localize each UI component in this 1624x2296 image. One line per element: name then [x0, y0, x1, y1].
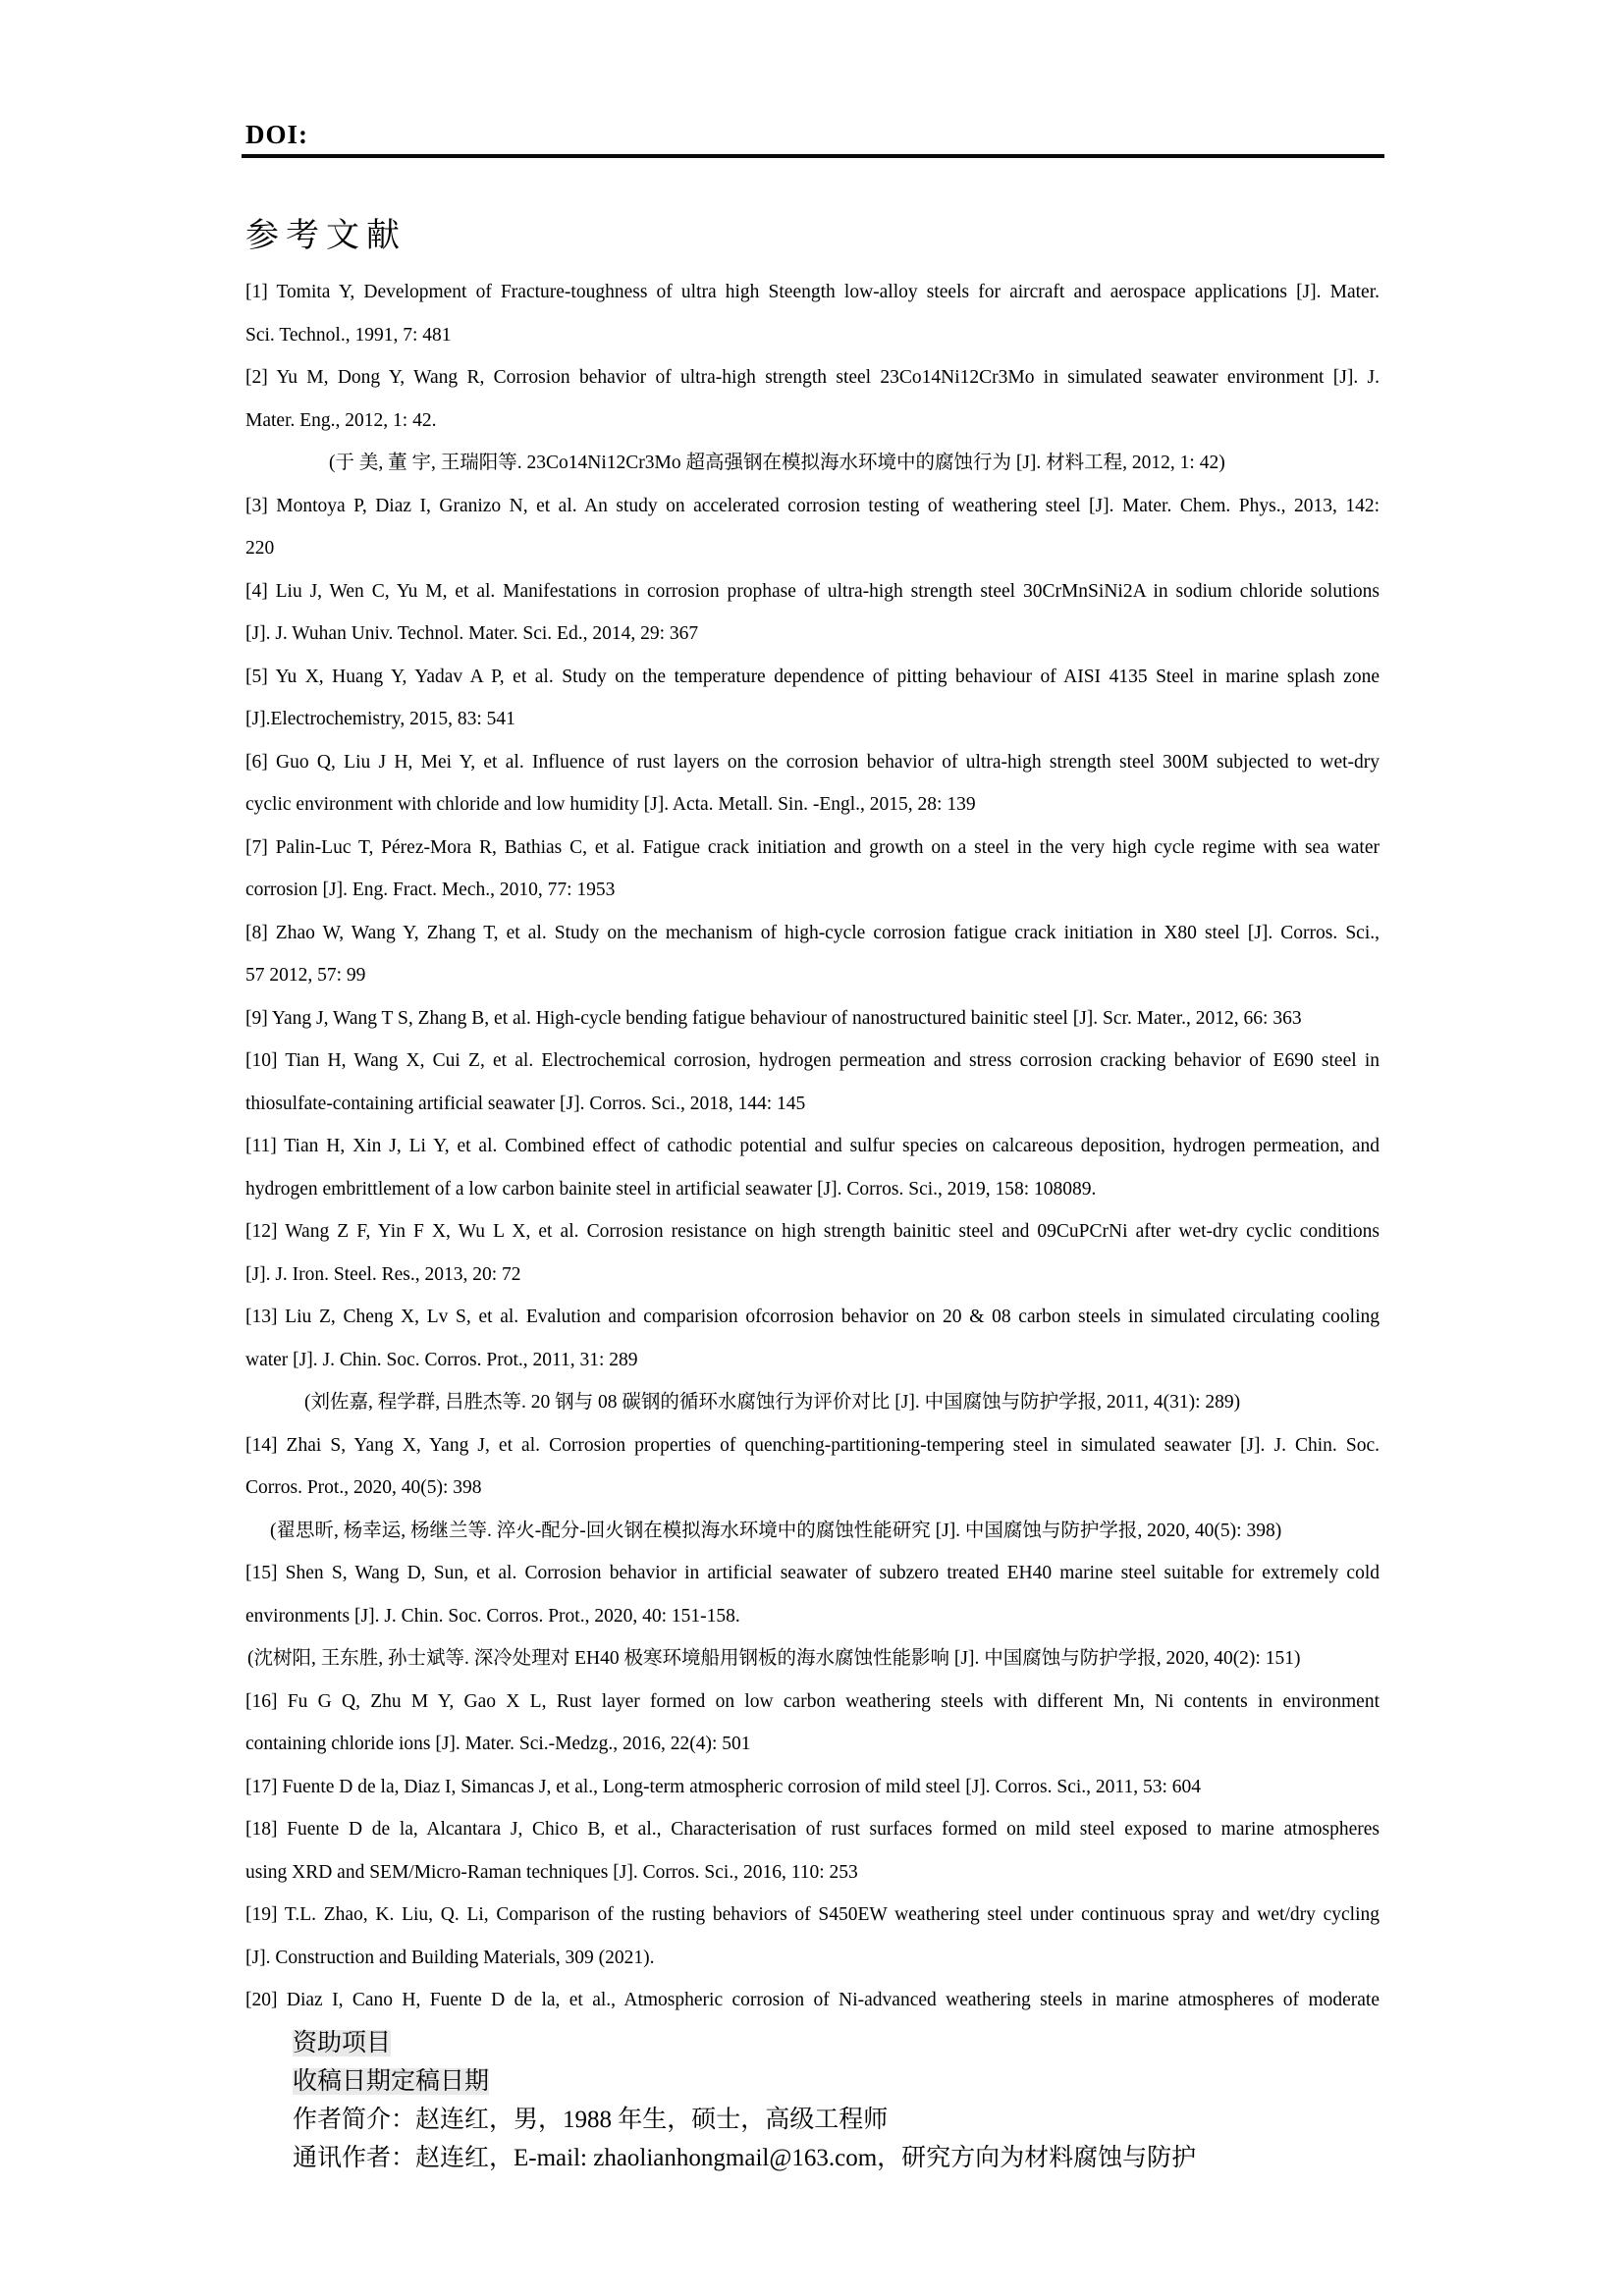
reference-line: corrosion [J]. Eng. Fract. Mech., 2010, 77: 1953	[245, 880, 616, 900]
reference-line: [19] T.L. Zhao, K. Liu, Q. Li, Comparison of the rusting behaviors of S450EW weathering steel under continuous spray and wet/dry cycling	[245, 1904, 1380, 1925]
reference-line: 220	[245, 538, 275, 559]
reference-line: [J]. J. Wuhan Univ. Technol. Mater. Sci. Ed., 2014, 29: 367	[245, 623, 699, 644]
author-notes-block	[293, 2024, 1432, 2177]
reference-line: 57 2012, 57: 99	[245, 965, 366, 986]
reference-line: Corros. Prot., 2020, 40(5): 398	[245, 1477, 482, 1498]
reference-line: [13] Liu Z, Cheng X, Lv S, et al. Evalution and comparision ofcorrosion behavior on 20 & 08 carbon steels in simulated circulating cooling	[245, 1307, 1380, 1327]
reference-line: [7] Palin-Luc T, Pérez-Mora R, Bathias C, et al. Fatigue crack initiation and growth on a steel in the very high cycle regime with sea water	[245, 836, 1380, 858]
reference-line: (翟思昕, 杨幸运, 杨继兰等. 淬火-配分-回火钢在模拟海水环境中的腐蚀性能研究 [J]. 中国腐蚀与防护学报, 2020, 40(5): 398)	[270, 1520, 1282, 1541]
reference-line: containing chloride ions [J]. Mater. Sci.-Medzg., 2016, 22(4): 501	[245, 1734, 751, 1754]
references-heading: 参考文献	[245, 218, 406, 254]
reference-line: environments [J]. J. Chin. Soc. Corros. Prot., 2020, 40: 151-158.	[245, 1605, 740, 1627]
reference-line: hydrogen embrittlement of a low carbon bainite steel in artificial seawater [J]. Corros. Sci., 2019, 158: 108089.	[245, 1178, 1097, 1200]
reference-line: [5] Yu X, Huang Y, Yadav A P, et al. Study on the temperature dependence of pitting behaviour of AISI 4135 Steel in marine splash zone	[245, 666, 1380, 687]
reference-line: [8] Zhao W, Wang Y, Zhang T, et al. Study on the mechanism of high-cycle corrosion fatigue crack initiation in X80 steel [J]. Corros. Sci.,	[245, 922, 1380, 943]
reference-line: [6] Guo Q, Liu J H, Mei Y, et al. Influence of rust layers on the corrosion behavior of ultra-high strength steel 300M subjected to wet-dry	[245, 751, 1380, 773]
header-rule	[242, 154, 1384, 158]
reference-line: [11] Tian H, Xin J, Li Y, et al. Combined effect of cathodic potential and sulfur species on calcareous deposition, hydrogen permeation, and	[245, 1136, 1380, 1156]
reference-line: [1] Tomita Y, Development of Fracture-toughness of ultra high Steength low-alloy steels for aircraft and aerospace applications [J]. Mater.	[245, 282, 1380, 302]
reference-line: using XRD and SEM/Micro-Raman techniques [J]. Corros. Sci., 2016, 110: 253	[245, 1861, 858, 1883]
reference-line: [4] Liu J, Wen C, Yu M, et al. Manifestations in corrosion prophase of ultra-high strength steel 30CrMnSiNi2A in sodium chloride solutions	[245, 580, 1380, 602]
author-note-line	[293, 2101, 1432, 2139]
reference-line: (沈树阳, 王东胜, 孙士斌等. 深冷处理对 EH40 极寒环境船用钢板的海水腐蚀性能影响 [J]. 中国腐蚀与防护学报, 2020, 40(2): 151)	[247, 1648, 1301, 1669]
reference-line: water [J]. J. Chin. Soc. Corros. Prot., 2011, 31: 289	[245, 1349, 638, 1370]
doi-label: DOI:	[245, 120, 308, 149]
author-note-text: 作者简介：赵连红，男，1988 年生，硕士，高级工程师	[293, 2107, 889, 2133]
author-note-line	[293, 2062, 1432, 2101]
reference-line: [10] Tian H, Wang X, Cui Z, et al. Electrochemical corrosion, hydrogen permeation and stress corrosion cracking behavior of E690 steel in	[245, 1050, 1380, 1071]
reference-line: [17] Fuente D de la, Diaz I, Simancas J, et al., Long-term atmospheric corrosion of mild steel [J]. Corros. Sci., 2011, 53: 604	[245, 1776, 1201, 1797]
reference-line: [J]. Construction and Building Materials, 309 (2021).	[245, 1947, 655, 1968]
reference-line: Mater. Eng., 2012, 1: 42.	[245, 409, 437, 431]
reference-line: thiosulfate-containing artificial seawater [J]. Corros. Sci., 2018, 144: 145	[245, 1093, 806, 1114]
reference-line: [9] Yang J, Wang T S, Zhang B, et al. High-cycle bending fatigue behaviour of nanostructured bainitic steel [J]. Scr. Mater., 2012, 66: 363	[245, 1007, 1302, 1029]
reference-line: [3] Montoya P, Diaz I, Granizo N, et al. An study on accelerated corrosion testing of weathering steel [J]. Mater. Chem. Phys., 2013, 142:	[245, 495, 1380, 516]
reference-line: (刘佐嘉, 程学群, 吕胜杰等. 20 钢与 08 碳钢的循环水腐蚀行为评价对比 [J]. 中国腐蚀与防护学报, 2011, 4(31): 289)	[304, 1392, 1241, 1413]
reference-line: [20] Diaz I, Cano H, Fuente D de la, et al., Atmospheric corrosion of Ni-advanced weathering steels in marine atmospheres of moderate	[245, 1990, 1380, 2010]
reference-line: [14] Zhai S, Yang X, Yang J, et al. Corrosion properties of quenching-partitioning-tempering steel in simulated seawater [J]. J. Chin. Soc.	[245, 1434, 1380, 1456]
author-note-line	[293, 2139, 1432, 2177]
reference-line: [2] Yu M, Dong Y, Wang R, Corrosion behavior of ultra-high strength steel 23Co14Ni12Cr3Mo in simulated seawater environment [J]. J.	[245, 367, 1380, 388]
author-note-text: 通讯作者：赵连红，E-mail: zhaolianhongmail@163.com，研究方向为材料腐蚀与防护	[293, 2145, 1197, 2171]
reference-line: [15] Shen S, Wang D, Sun, et al. Corrosion behavior in artificial seawater of subzero treated EH40 marine steel suitable for extremely cold	[245, 1563, 1380, 1583]
reference-line: [12] Wang Z F, Yin F X, Wu L X, et al. Corrosion resistance on high strength bainitic steel and 09CuPCrNi after wet-dry cyclic conditions	[245, 1221, 1380, 1242]
reference-line: [J]. J. Iron. Steel. Res., 2013, 20: 72	[245, 1263, 521, 1285]
author-note-line	[293, 2024, 1432, 2062]
reference-line: Sci. Technol., 1991, 7: 481	[245, 324, 452, 346]
author-note-text: 收稿日期定稿日期	[293, 2068, 490, 2095]
reference-line: [16] Fu G Q, Zhu M Y, Gao X L, Rust layer formed on low carbon weathering steels with different Mn, Ni contents in environment	[245, 1690, 1380, 1712]
author-note-text: 资助项目	[293, 2030, 392, 2056]
reference-line: (于 美, 董 宇, 王瑞阳等. 23Co14Ni12Cr3Mo 超高强钢在模拟海水环境中的腐蚀行为 [J]. 材料工程, 2012, 1: 42)	[329, 453, 1225, 473]
reference-line: [J].Electrochemistry, 2015, 83: 541	[245, 709, 515, 729]
reference-line: [18] Fuente D de la, Alcantara J, Chico B, et al., Characterisation of rust surfaces formed on mild steel exposed to marine atmospheres	[245, 1819, 1380, 1840]
reference-line: cyclic environment with chloride and low humidity [J]. Acta. Metall. Sin. -Engl., 2015, 28: 139	[245, 794, 976, 815]
references-list	[245, 271, 1380, 2022]
